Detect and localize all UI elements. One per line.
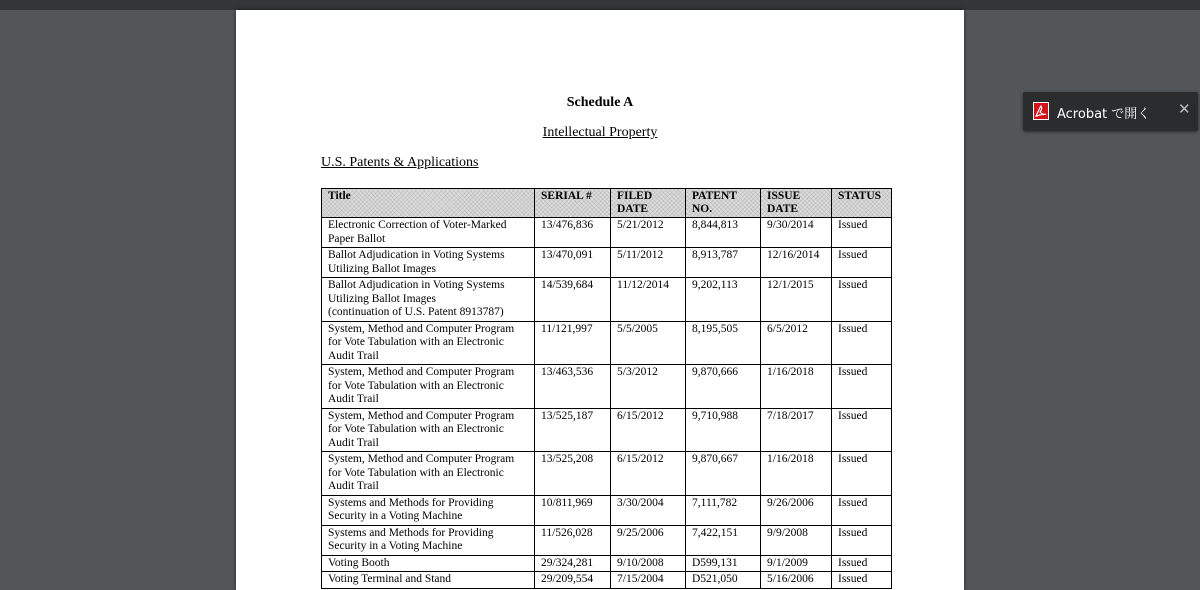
cell-issue-date: 9/26/2006 bbox=[761, 495, 832, 525]
cell-issue-date: 1/16/2018 bbox=[761, 452, 832, 496]
cell-filed-date: 3/30/2004 bbox=[611, 495, 686, 525]
table-header-row bbox=[322, 189, 892, 218]
cell-patent-no: 9,870,667 bbox=[686, 452, 761, 496]
table-row bbox=[322, 278, 892, 322]
cell-title: System, Method and Computer Program for Vote Tabulation with an Electronic Audit Trail bbox=[322, 321, 535, 365]
cell-serial: 13/476,836 bbox=[535, 218, 611, 248]
table-row bbox=[322, 218, 892, 248]
cell-filed-date: 6/15/2012 bbox=[611, 452, 686, 496]
table-row bbox=[322, 555, 892, 572]
patent-table bbox=[321, 188, 892, 589]
cell-serial: 13/525,187 bbox=[535, 408, 611, 452]
cell-filed-date: 6/15/2012 bbox=[611, 408, 686, 452]
table-row bbox=[322, 365, 892, 409]
cell-issue-date: 7/18/2017 bbox=[761, 408, 832, 452]
cell-filed-date: 9/10/2008 bbox=[611, 555, 686, 572]
cell-serial: 10/811,969 bbox=[535, 495, 611, 525]
sub-heading: U.S. Patents & Applications bbox=[321, 155, 479, 170]
cell-title: Electronic Correction of Voter-Marked Paper Ballot bbox=[322, 218, 535, 248]
cell-issue-date: 9/30/2014 bbox=[761, 218, 832, 248]
table-row bbox=[322, 495, 892, 525]
cell-filed-date: 7/15/2004 bbox=[611, 572, 686, 589]
cell-filed-date: 11/12/2014 bbox=[611, 278, 686, 322]
cell-title: Systems and Methods for Providing Security in a Voting Machine bbox=[322, 495, 535, 525]
cell-patent-no: 8,195,505 bbox=[686, 321, 761, 365]
header-label: PATENT NO. bbox=[692, 190, 737, 215]
cell-status: Issued bbox=[832, 365, 892, 409]
cell-issue-date: 12/1/2015 bbox=[761, 278, 832, 322]
cell-issue-date: 6/5/2012 bbox=[761, 321, 832, 365]
pdf-page bbox=[236, 10, 964, 590]
cell-issue-date: 1/16/2018 bbox=[761, 365, 832, 409]
table-row bbox=[322, 321, 892, 365]
cell-status: Issued bbox=[832, 495, 892, 525]
cell-status: Issued bbox=[832, 452, 892, 496]
table-row bbox=[322, 408, 892, 452]
cell-issue-date: 5/16/2006 bbox=[761, 572, 832, 589]
header-label: FILED DATE bbox=[617, 190, 653, 215]
header-label: ISSUE DATE bbox=[767, 190, 801, 215]
table-row bbox=[322, 248, 892, 278]
table-row bbox=[322, 452, 892, 496]
cell-serial: 13/470,091 bbox=[535, 248, 611, 278]
cell-status: Issued bbox=[832, 525, 892, 555]
header-label: STATUS bbox=[838, 190, 882, 202]
viewer-toolbar-strip bbox=[0, 0, 1200, 10]
header-issue-date bbox=[761, 189, 832, 218]
cell-serial: 13/463,536 bbox=[535, 365, 611, 409]
cell-title: Voting Booth bbox=[322, 555, 535, 572]
cell-serial: 14/539,684 bbox=[535, 278, 611, 322]
cell-patent-no: 9,870,666 bbox=[686, 365, 761, 409]
header-patent-no bbox=[686, 189, 761, 218]
adobe-pdf-icon bbox=[1033, 102, 1049, 120]
cell-status: Issued bbox=[832, 218, 892, 248]
cell-serial: 11/121,997 bbox=[535, 321, 611, 365]
cell-status: Issued bbox=[832, 408, 892, 452]
cell-filed-date: 5/5/2005 bbox=[611, 321, 686, 365]
cell-status: Issued bbox=[832, 572, 892, 589]
cell-filed-date: 5/11/2012 bbox=[611, 248, 686, 278]
header-serial bbox=[535, 189, 611, 218]
cell-filed-date: 9/25/2006 bbox=[611, 525, 686, 555]
cell-title: System, Method and Computer Program for Vote Tabulation with an Electronic Audit Trail bbox=[322, 408, 535, 452]
schedule-title: Schedule A bbox=[566, 95, 634, 110]
cell-patent-no: 7,111,782 bbox=[686, 495, 761, 525]
acrobat-label: Acrobat で開く bbox=[1057, 107, 1151, 122]
cell-status: Issued bbox=[832, 248, 892, 278]
cell-title: Ballot Adjudication in Voting Systems Utilizing Ballot Images bbox=[322, 248, 535, 278]
cell-status: Issued bbox=[832, 321, 892, 365]
table-body bbox=[322, 218, 892, 589]
cell-serial: 29/209,554 bbox=[535, 572, 611, 589]
cell-title: Ballot Adjudication in Voting Systems Utilizing Ballot Images (continuation of U.S. Patent 8913787) bbox=[322, 278, 535, 322]
cell-patent-no: 7,422,151 bbox=[686, 525, 761, 555]
cell-issue-date: 9/9/2008 bbox=[761, 525, 832, 555]
cell-patent-no: D599,131 bbox=[686, 555, 761, 572]
section-title: Intellectual Property bbox=[542, 125, 658, 140]
cell-title: System, Method and Computer Program for Vote Tabulation with an Electronic Audit Trail bbox=[322, 452, 535, 496]
cell-serial: 29/324,281 bbox=[535, 555, 611, 572]
cell-status: Issued bbox=[832, 555, 892, 572]
cell-patent-no: 8,913,787 bbox=[686, 248, 761, 278]
cell-patent-no: 9,710,988 bbox=[686, 408, 761, 452]
cell-serial: 11/526,028 bbox=[535, 525, 611, 555]
open-in-acrobat-button[interactable] bbox=[1023, 92, 1198, 131]
cell-status: Issued bbox=[832, 278, 892, 322]
cell-issue-date: 12/16/2014 bbox=[761, 248, 832, 278]
cell-filed-date: 5/21/2012 bbox=[611, 218, 686, 248]
header-label: SERIAL # bbox=[541, 190, 592, 202]
cell-patent-no: 8,844,813 bbox=[686, 218, 761, 248]
header-label: Title bbox=[328, 190, 351, 202]
cell-patent-no: D521,050 bbox=[686, 572, 761, 589]
table-row bbox=[322, 525, 892, 555]
cell-title: Voting Terminal and Stand bbox=[322, 572, 535, 589]
close-icon[interactable]: ✕ bbox=[1178, 100, 1191, 118]
cell-filed-date: 5/3/2012 bbox=[611, 365, 686, 409]
cell-issue-date: 9/1/2009 bbox=[761, 555, 832, 572]
cell-title: Systems and Methods for Providing Security in a Voting Machine bbox=[322, 525, 535, 555]
cell-patent-no: 9,202,113 bbox=[686, 278, 761, 322]
header-title bbox=[322, 189, 535, 218]
cell-serial: 13/525,208 bbox=[535, 452, 611, 496]
header-status bbox=[832, 189, 892, 218]
table-row bbox=[322, 572, 892, 589]
header-filed-date bbox=[611, 189, 686, 218]
cell-title: System, Method and Computer Program for Vote Tabulation with an Electronic Audit Trail bbox=[322, 365, 535, 409]
